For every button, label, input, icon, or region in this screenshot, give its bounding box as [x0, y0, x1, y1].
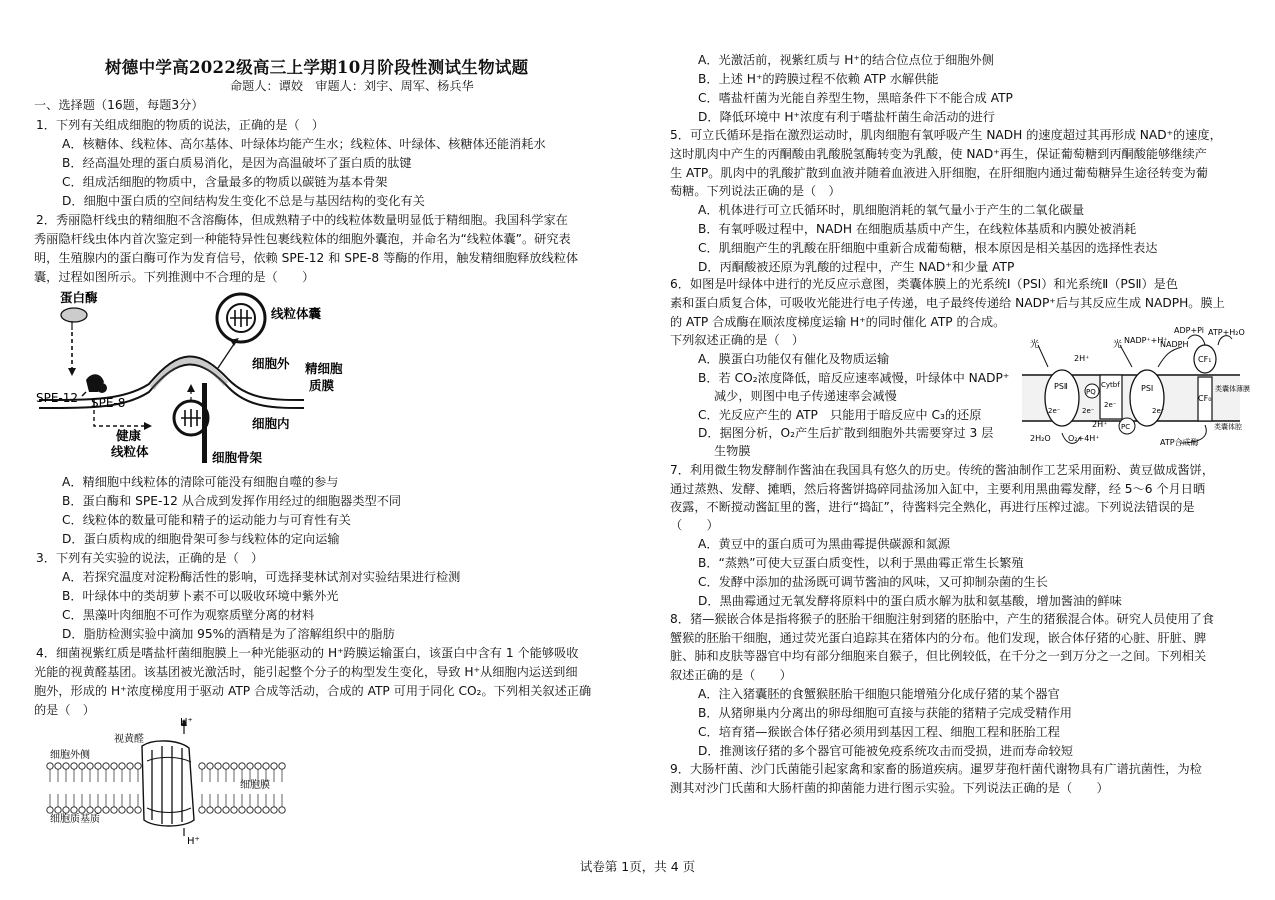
q7-line4: （ ）	[670, 518, 719, 532]
fig6-adp: ADP+Pi	[1174, 326, 1205, 335]
fig6-h2: 2H⁺	[1092, 420, 1108, 429]
fig6-atp: ATP+H₂O	[1208, 328, 1245, 337]
q2-option-b: B．蛋白酶和 SPE-12 从合成到发挥作用经过的细胞器类型不同	[62, 494, 402, 508]
fig6-light2: 光	[1113, 340, 1123, 350]
fig6-cf1: CF₁	[1198, 355, 1212, 364]
q4-line1: 4．细菌视紫红质是嗜盐杆菌细胞膜上一种光能驱动的 H⁺跨膜运输蛋白，该蛋白中含有 1 个能够吸收	[36, 646, 579, 660]
q7-line2: 通过蒸熟、发酵、摊晒，然后将酱饼捣碎同盐汤加入缸中，主要利用黑曲霉发酵，经 5～6 个月日晒	[670, 482, 1206, 496]
q8-line4: 叙述正确的是（ ）	[670, 668, 792, 682]
q3-option-b: B．叶绿体中的类胡萝卜素不可以吸收环境中紫外光	[62, 589, 339, 603]
q6-option-b-line1: B．若 CO₂浓度降低，暗反应速率减慢，叶绿体中 NADP⁺	[698, 371, 1010, 385]
q7-option-a: A．黄豆中的蛋白质可为黑曲霉提供碳源和氮源	[698, 537, 951, 551]
q4-option-b: B．上述 H⁺的跨膜过程不依赖 ATP 水解供能	[698, 72, 939, 86]
q3-stem: 3．下列有关实验的说法，正确的是（ ）	[36, 551, 264, 565]
q5-option-a: A．机体进行可立氏循环时，肌细胞消耗的氧气量小于产生的二氧化碳量	[698, 203, 1085, 217]
q7-option-b: B．“蒸熟”可使大豆蛋白质变性，以利于黑曲霉正常生长繁殖	[698, 556, 1024, 570]
q7-option-d: D．黑曲霉通过无氧发酵将原料中的蛋白质水解为肽和氨基酸，增加酱油的鲜味	[698, 594, 1122, 608]
q2-option-d: D．蛋白质构成的细胞骨架可参与线粒体的定向运输	[62, 532, 340, 546]
q6-option-d-line1: D．据图分析，O₂产生后扩散到细胞外共需要穿过 3 层	[698, 426, 994, 440]
q9-line2: 测其对沙门氏菌和大肠杆菌的抑菌能力进行图示实验。下列说法正确的是（ ）	[670, 781, 1109, 795]
q5-option-d: D．丙酮酸被还原为乳酸的过程中，产生 NAD⁺和少量 ATP	[698, 260, 1015, 274]
q1-stem: 1．下列有关组成细胞的物质的说法，正确的是（ ）	[36, 118, 325, 132]
fig6-e2: 2e⁻	[1082, 407, 1095, 415]
q4-option-a: A．光激活前，视紫红质与 H⁺的结合位点位于细胞外侧	[698, 53, 994, 67]
q4-option-c: C．嗜盐杆菌为光能自养型生物，黑暗条件下不能合成 ATP	[698, 91, 1013, 105]
q1-option-d: D．细胞中蛋白质的空间结构发生变化不总是与基因结构的变化有关	[62, 194, 425, 208]
q4-line3: 胞外，形成的 H⁺浓度梯度用于驱动 ATP 合成等活动，合成的 ATP 可用于同化 CO₂。下列相关叙述正确	[34, 684, 592, 698]
q3-option-a: A．若探究温度对淀粉酶活性的影响，可选择斐林试剂对实验结果进行检测	[62, 570, 461, 584]
q7-line1: 7．利用微生物发酵制作酱油在我国具有悠久的历史。传统的酱油制作工艺采用面粉、黄豆做成酱饼，	[670, 463, 1215, 477]
q7-line3: 夜露，不断搅动酱缸里的酱，进行“捣缸”，待酱料完全熟化，再进行压榨过滤。下列说法错误的是	[670, 500, 1195, 514]
q5-line1: 5．可立氏循环是指在激烈运动时，肌肉细胞有氧呼吸产生 NADH 的速度超过其再形成 NAD⁺的速度，	[670, 128, 1222, 142]
q6-figure	[1020, 325, 1250, 455]
q6-line1: 6．如图是叶绿体中进行的光反应示意图，类囊体膜上的光系统Ⅰ（PSⅠ）和光系统Ⅱ（PSⅡ）是色	[670, 277, 1179, 291]
label-spe8: SPE-8	[91, 396, 126, 410]
fig6-h1: 2H⁺	[1074, 354, 1090, 363]
q8-option-c: C．培育猪—猴嵌合体仔猪必须用到基因工程、细胞工程和胚胎工程	[698, 725, 1060, 739]
label-membrane2: 质膜	[309, 378, 335, 393]
q4-figure	[44, 716, 294, 846]
q5-line4: 萄糖。下列说法正确的是（ ）	[670, 184, 841, 198]
q6-option-b-line2: 减少，则图中电子传递速率会减慢	[714, 389, 897, 403]
fig6-nadph: NADPH	[1160, 340, 1189, 349]
q8-option-a: A．注入猪囊胚的食蟹猴胚胎干细胞只能增殖分化成仔猪的某个器官	[698, 687, 1060, 701]
label-membrane-4: 细胞膜	[240, 780, 270, 791]
q6-option-c: C．光反应产生的 ATP 只能用于暗反应中 C₃的还原	[698, 408, 982, 422]
q3-option-d: D．脂肪检测实验中滴加 95%的酒精是为了溶解组织中的脂肪	[62, 627, 395, 641]
q3-option-c: C．黑藻叶肉细胞不可作为观察质壁分离的材料	[62, 608, 315, 622]
q4-option-d: D．降低环境中 H⁺浓度有利于嗜盐杆菌生命活动的进行	[698, 110, 995, 124]
page-footer: 试卷第 1页，共 4 页	[579, 859, 696, 874]
label-healthy1: 健康	[116, 428, 142, 443]
fig6-light1: 光	[1030, 340, 1040, 350]
q8-line3: 脏、肺和皮肤等器官中均有部分细胞来自猴子，但比例较低，在千分之一到万分之一之间。下列相关	[670, 649, 1207, 663]
label-retinal: 视黄醛	[114, 734, 144, 745]
label-spe12: SPE-12	[36, 391, 79, 405]
label-outside-4: 细胞外侧	[50, 750, 90, 761]
q5-option-b: B．有氧呼吸过程中，NADH 在细胞质基质中产生，在线粒体基质和内膜处被消耗	[698, 222, 1137, 236]
q6-option-a: A．膜蛋白功能仅有催化及物质运输	[698, 352, 890, 366]
page-title: 树德中学高2022级高三上学期10月阶段性测试生物试题	[105, 58, 529, 77]
q4-line2: 光能的视黄醛基团。该基团被光激活时，能引起整个分子的构型发生变化，导致 H⁺从细胞内运送到细	[34, 665, 578, 679]
q2-option-c: C．线粒体的数量可能和精子的运动能力与可育性有关	[62, 513, 351, 527]
label-inside: 细胞内	[252, 416, 290, 431]
q8-line2: 蟹猴的胚胎干细胞，通过荧光蛋白追踪其在猪体内的分布。他们发现，嵌合体仔猪的心脏、肝脏、脾	[670, 631, 1207, 645]
fig6-h2o: 2H₂O	[1030, 434, 1051, 443]
q5-line3: 生 ATP。肌肉中的乳酸扩散到血液并随着血液进入肝细胞，在肝细胞内通过葡萄糖异生途径转变为葡	[670, 166, 1208, 180]
authors-line: 命题人：谭姣 审题人：刘宇、周军、杨兵华	[230, 79, 474, 93]
label-protease: 蛋白酶	[60, 290, 98, 305]
q1-option-a: A．核糖体、线粒体、高尔基体、叶绿体均能产生水；线粒体、叶绿体、核糖体还能消耗水	[62, 137, 546, 151]
q6-line4: 下列叙述正确的是（ ）	[670, 333, 805, 347]
q9-line1: 9．大肠杆菌、沙门氏菌能引起家禽和家畜的肠道疾病。暹罗芽孢杆菌代谢物具有广谱抗菌性，为检	[670, 762, 1202, 776]
q2-option-a: A．精细胞中线粒体的清除可能没有细胞自噬的参与	[62, 475, 339, 489]
fig6-e4: 2e⁻	[1152, 407, 1165, 415]
q5-option-c: C．肌细胞产生的乳酸在肝细胞中重新合成葡萄糖，根本原因是相关基因的选择性表达	[698, 241, 1158, 255]
q8-option-b: B．从猪卵巢内分离出的卵母细胞可直接与获能的猪精子完成受精作用	[698, 706, 1072, 720]
fig6-ps2: PSⅡ	[1054, 382, 1068, 391]
fig6-o2: O₂+4H⁺	[1068, 434, 1100, 443]
fig6-e3: 2e⁻	[1104, 401, 1117, 409]
q6-line3: 的 ATP 合成酶在顺浓度梯度运输 H⁺的同时催化 ATP 的合成。	[670, 315, 1006, 329]
label-outside: 细胞外	[252, 356, 290, 371]
q2-line4: 囊，过程如图所示。下列推测中不合理的是（ ）	[34, 270, 315, 284]
q1-option-b: B．经高温处理的蛋白质易消化，是因为高温破坏了蛋白质的肽键	[62, 156, 412, 170]
q2-line3: 明，生殖腺内的蛋白酶可作为发育信号，依赖 SPE-12 和 SPE-8 等酶的作用，触发精细胞释放线粒体	[34, 251, 579, 265]
label-membrane1: 精细胞	[305, 361, 343, 376]
fig6-lumen: 类囊体腔	[1214, 423, 1242, 431]
fig6-e1: 2e⁻	[1048, 407, 1061, 415]
q2-line2: 秀丽隐杆线虫体内首次鉴定到一种能特异性包裹线粒体的细胞外囊泡，并命名为“线粒体囊”。研究表	[34, 232, 571, 246]
label-matrix: 细胞质基质	[50, 814, 100, 825]
label-cytoskeleton: 细胞骨架	[212, 450, 263, 465]
fig6-ps1: PSⅠ	[1141, 384, 1154, 393]
q6-option-d-line2: 生物膜	[714, 444, 751, 458]
label-h-top: H⁺	[180, 717, 193, 728]
fig6-membrane: 类囊体薄膜	[1215, 385, 1250, 393]
label-healthy2: 线粒体	[111, 444, 149, 459]
fig6-cytb: Cytbf	[1101, 381, 1120, 389]
fig6-synthase: ATP合成酶	[1160, 438, 1199, 447]
q2-figure	[34, 288, 374, 473]
q4-line4: 的是（ ）	[34, 703, 95, 717]
q6-line2: 素和蛋白质复合体，可吸收光能进行电子传递，电子最终传递给 NADP⁺后与其反应生成 NADPH。膜上	[670, 296, 1225, 310]
q1-option-c: C．组成活细胞的物质中，含量最多的物质以碳链为基本骨架	[62, 175, 388, 189]
fig6-pc: PC	[1121, 423, 1131, 431]
q7-option-c: C．发酵中添加的盐汤既可调节酱油的风味，又可抑制杂菌的生长	[698, 575, 1048, 589]
section-heading: 一、选择题（16题，每题3分）	[34, 98, 204, 112]
q2-line1: 2．秀丽隐杆线虫的精细胞不含溶酶体，但成熟精子中的线粒体数量明显低于精细胞。我国科学家在	[36, 213, 568, 227]
fig6-nadp: NADP⁺+H⁺	[1124, 336, 1168, 345]
q8-option-d: D．推测该仔猪的多个器官可能被免疫系统攻击而受损，进而寿命较短	[698, 744, 1074, 758]
fig6-pq: PQ	[1086, 388, 1096, 396]
fig6-cf0: CF₀	[1198, 394, 1212, 403]
q5-line2: 这时肌肉中产生的丙酮酸由乳酸脱氢酶转变为乳酸，使 NAD⁺再生，保证葡萄糖到丙酮酸能够继续产	[670, 147, 1207, 161]
q8-line1: 8．猪—猴嵌合体是指将猴子的胚胎干细胞注射到猪的胚胎中，产生的猪猴混合体。研究人员使用了食	[670, 612, 1215, 626]
label-h-bottom: H⁺	[187, 836, 200, 847]
label-vesicle: 线粒体囊	[271, 306, 322, 321]
